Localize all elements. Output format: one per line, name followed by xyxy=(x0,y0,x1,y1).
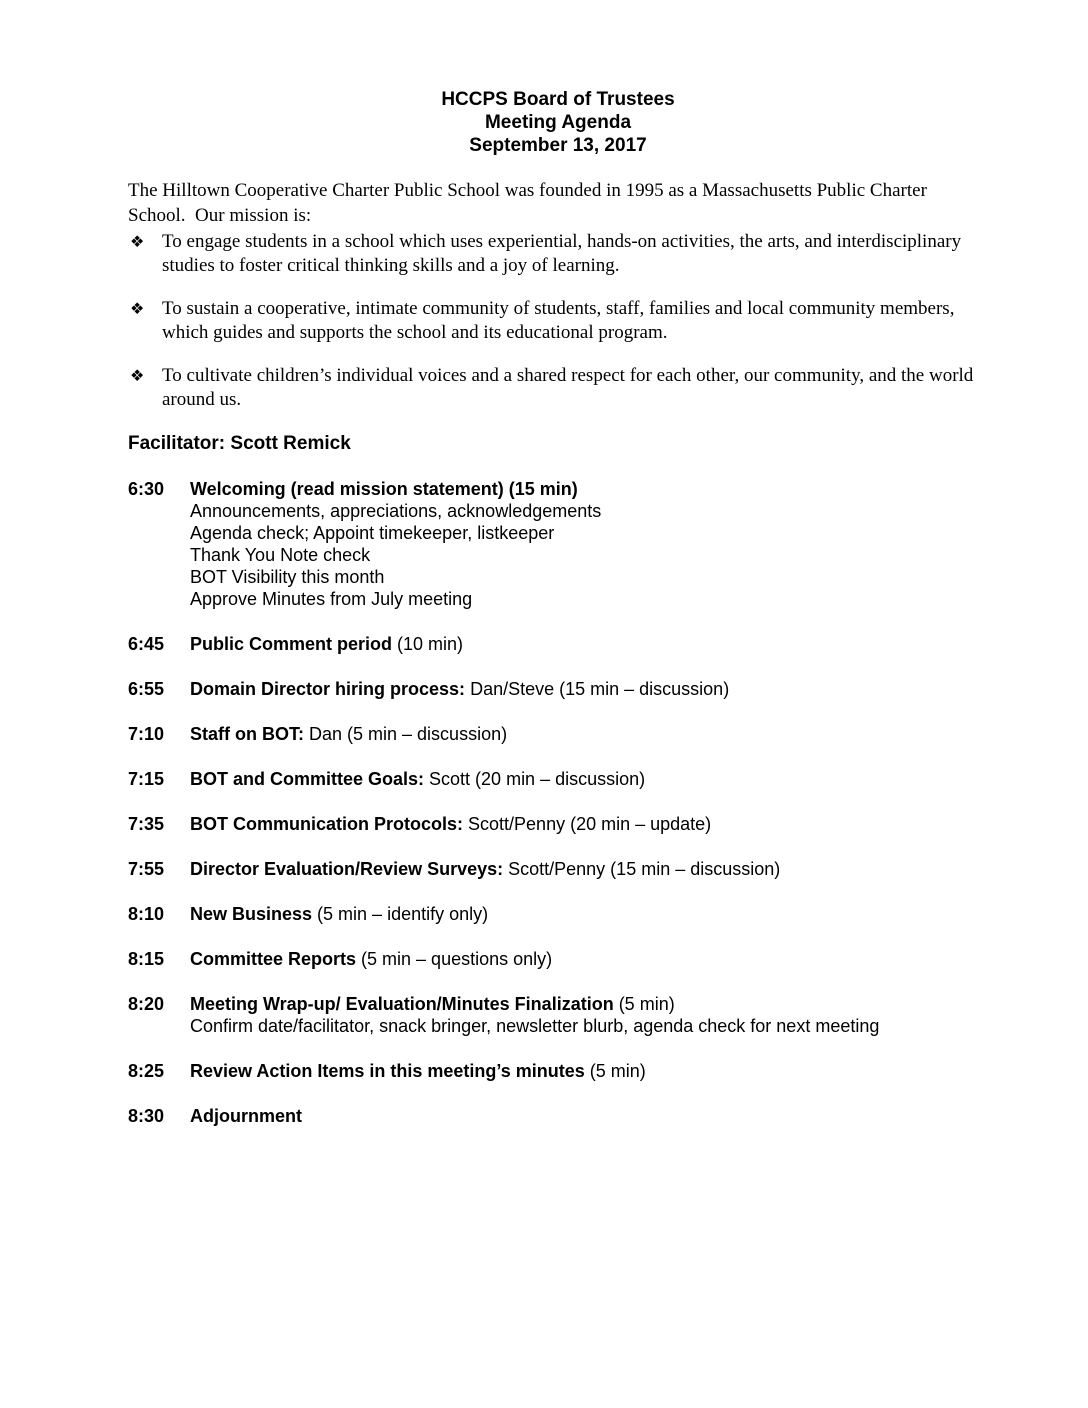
mission-bullet-text: To sustain a cooperative, intimate community of students, staff, families and local community members, which guides and supports the school and its educational program. xyxy=(162,298,955,343)
agenda-item-communication-protocols xyxy=(128,813,988,835)
agenda-item-director-evaluation xyxy=(128,858,988,880)
agenda-item-review-action-items xyxy=(128,1060,988,1082)
agenda-detail: (10 min) xyxy=(392,634,464,654)
agenda-content xyxy=(190,993,988,1037)
intro-paragraph: The Hilltown Cooperative Charter Public School was founded in 1995 as a Massachusetts Public Charter School. Our mission is: xyxy=(128,180,932,226)
agenda-detail: (5 min) xyxy=(584,1061,646,1081)
agenda-detail: (5 min – identify only) xyxy=(312,904,489,924)
organization-title: HCCPS Board of Trustees xyxy=(441,89,675,110)
agenda-time: 6:30 xyxy=(128,479,165,499)
agenda-detail: Scott/Penny (20 min – update) xyxy=(463,814,712,834)
mission-bullet xyxy=(128,297,988,345)
agenda-content xyxy=(190,678,988,700)
agenda-content xyxy=(190,858,988,880)
agenda-content xyxy=(190,768,988,790)
agenda-detail: Scott (20 min – discussion) xyxy=(424,769,646,789)
agenda-item-bot-committee-goals xyxy=(128,768,988,790)
agenda-subline: Confirm date/facilitator, snack bringer, newsletter blurb, agenda check for next meeting xyxy=(190,1016,880,1036)
agenda-time: 7:15 xyxy=(128,769,165,789)
agenda-title: Meeting Wrap-up/ Evaluation/Minutes Finalization xyxy=(190,994,614,1014)
agenda-time: 7:10 xyxy=(128,724,165,744)
agenda-content xyxy=(190,1060,988,1082)
agenda-title: Staff on BOT: xyxy=(190,724,304,744)
agenda-time: 6:55 xyxy=(128,679,165,699)
meeting-date: September 13, 2017 xyxy=(469,135,647,156)
agenda-time: 7:55 xyxy=(128,859,165,879)
mission-bullet xyxy=(128,364,988,412)
document-type-title: Meeting Agenda xyxy=(484,112,632,133)
agenda-detail: Dan/Steve (15 min – discussion) xyxy=(465,679,730,699)
agenda-title: Director Evaluation/Review Surveys: xyxy=(190,859,504,879)
agenda-time: 7:35 xyxy=(128,814,165,834)
agenda-title: New Business xyxy=(190,904,313,924)
agenda-time: 8:25 xyxy=(128,1061,165,1081)
agenda-subline: Announcements, appreciations, acknowledgements xyxy=(190,501,602,521)
agenda-subline: Thank You Note check xyxy=(190,545,371,565)
agenda-item-public-comment xyxy=(128,633,988,655)
agenda-title: Welcoming (read mission statement) (15 min) xyxy=(190,479,578,499)
agenda-subline: BOT Visibility this month xyxy=(190,567,385,587)
agenda-detail: (5 min) xyxy=(613,994,675,1014)
mission-bullet-text: To engage students in a school which uses experiential, hands-on activities, the arts, and interdisciplinary studies to foster critical thinking skills and a joy of learning. xyxy=(162,231,962,276)
agenda-subline: Approve Minutes from July meeting xyxy=(190,589,473,609)
agenda-item-welcoming xyxy=(128,478,988,610)
diamond-bullet-icon: ❖ xyxy=(130,366,145,385)
agenda-time: 8:30 xyxy=(128,1106,165,1126)
agenda-time: 6:45 xyxy=(128,634,165,654)
agenda-item-domain-director-hiring xyxy=(128,678,988,700)
agenda-title: BOT Communication Protocols: xyxy=(190,814,464,834)
agenda-title: Committee Reports xyxy=(190,949,357,969)
diamond-bullet-icon: ❖ xyxy=(130,299,145,318)
agenda-item-new-business xyxy=(128,903,988,925)
agenda-content xyxy=(190,813,988,835)
agenda-content xyxy=(190,633,988,655)
mission-bullet-text: To cultivate children’s individual voices and a shared respect for each other, our community, and the world around us. xyxy=(162,365,974,410)
agenda-title: Review Action Items in this meeting’s minutes xyxy=(190,1061,585,1081)
agenda-content xyxy=(190,723,988,745)
agenda-detail: Dan (5 min – discussion) xyxy=(304,724,508,744)
agenda-title: Adjournment xyxy=(190,1106,302,1126)
agenda-time: 8:20 xyxy=(128,994,165,1014)
intro-section xyxy=(128,178,988,412)
agenda-title: BOT and Committee Goals: xyxy=(190,769,425,789)
agenda-title-line xyxy=(190,478,988,500)
agenda-item-committee-reports xyxy=(128,948,988,970)
agenda-detail: Scott/Penny (15 min – discussion) xyxy=(503,859,781,879)
agenda-item-meeting-wrap-up xyxy=(128,993,988,1037)
agenda-item-staff-on-bot xyxy=(128,723,988,745)
agenda-title: Domain Director hiring process: xyxy=(190,679,466,699)
agenda-content xyxy=(190,948,988,970)
agenda-time: 8:10 xyxy=(128,904,165,924)
agenda-item-adjournment xyxy=(128,1105,988,1127)
agenda-time: 8:15 xyxy=(128,949,165,969)
agenda-content xyxy=(190,478,988,610)
agenda-detail: (5 min – questions only) xyxy=(356,949,553,969)
document-header xyxy=(128,88,988,157)
mission-bullet-list xyxy=(128,230,988,412)
agenda-content xyxy=(190,1105,988,1127)
agenda-subline: Agenda check; Appoint timekeeper, listkeeper xyxy=(190,523,555,543)
agenda-title: Public Comment period xyxy=(190,634,393,654)
mission-bullet xyxy=(128,230,988,278)
agenda-title-line xyxy=(190,993,988,1015)
diamond-bullet-icon: ❖ xyxy=(130,232,145,251)
agenda-content xyxy=(190,903,988,925)
agenda-list xyxy=(128,478,988,1127)
facilitator-line: Facilitator: Scott Remick xyxy=(128,433,351,454)
